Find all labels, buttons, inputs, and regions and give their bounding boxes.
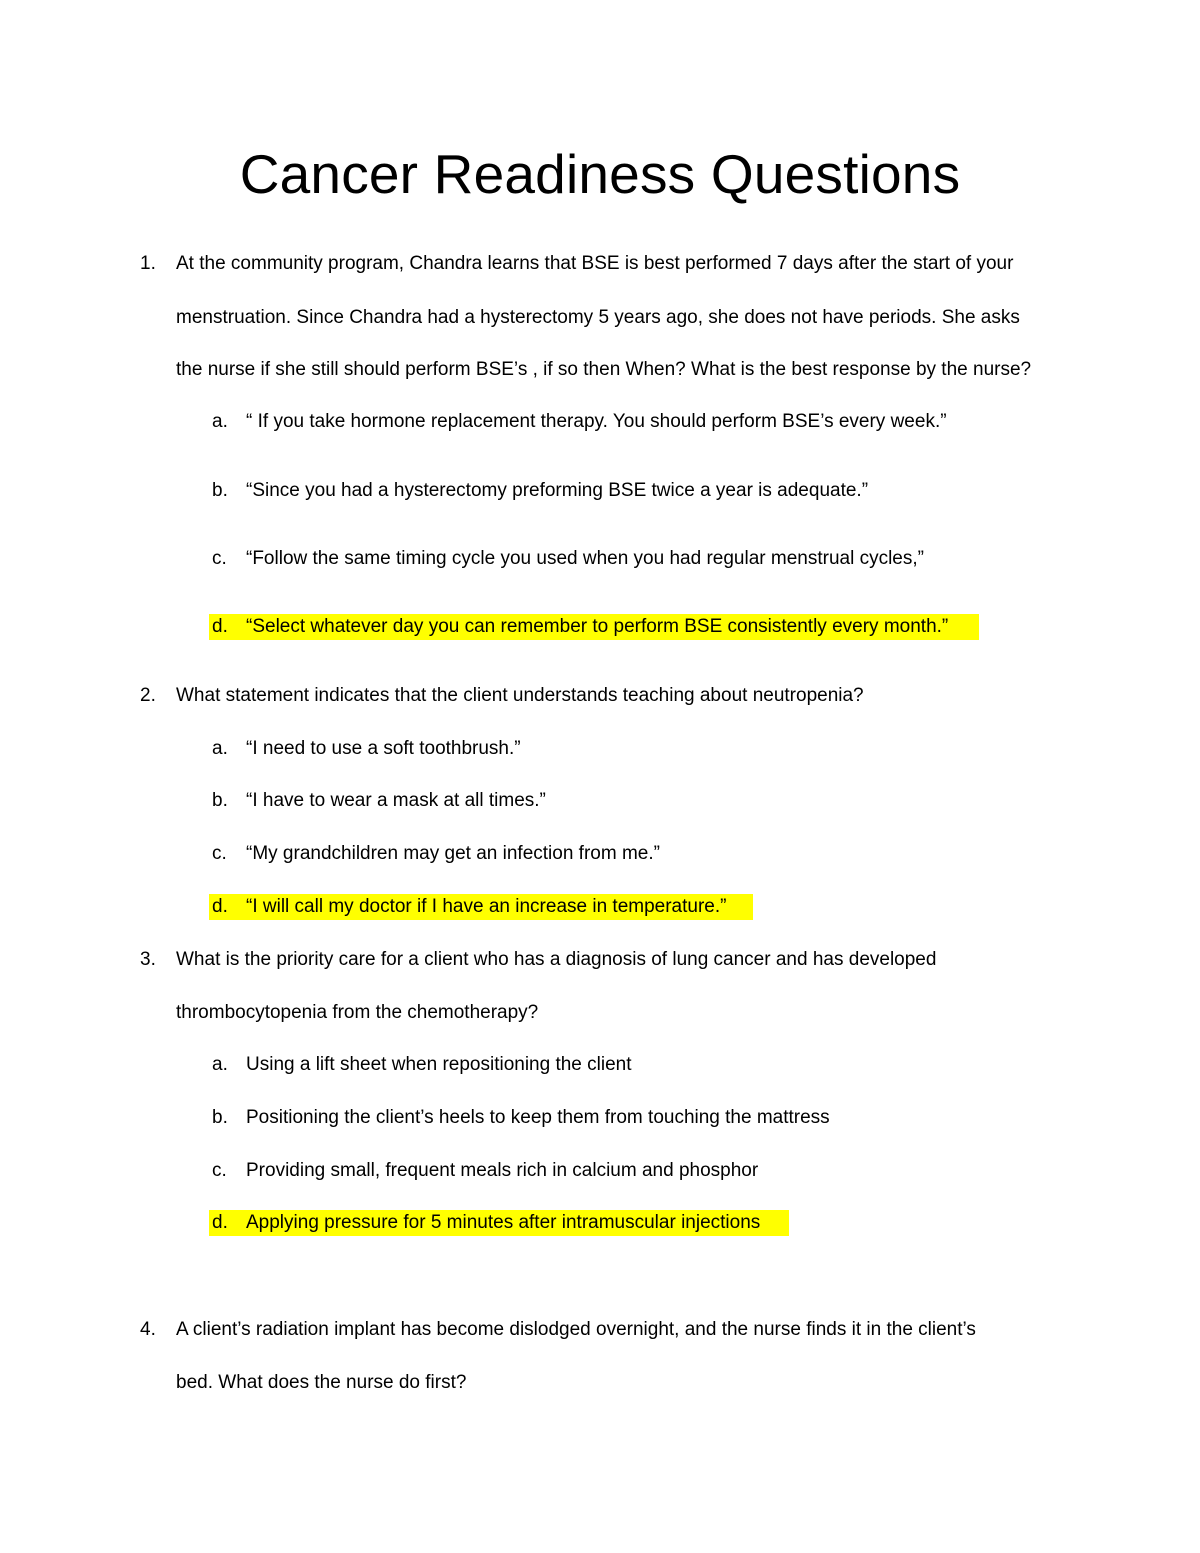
question-number: 4. [140,1319,156,1340]
option-letter: d. [212,1212,228,1233]
question-text-line: At the community program, Chandra learns that BSE is best performed 7 days after the start of your [176,253,1014,274]
question-text-line: bed. What does the nurse do first? [176,1372,467,1393]
option-text: “Select whatever day you can remember to perform BSE consistently every month.” [246,616,949,637]
question-text-line: thrombocytopenia from the chemotherapy? [176,1002,539,1023]
option-letter: c. [212,548,227,569]
page-title: Cancer Readiness Questions [239,143,961,205]
option-letter: d. [212,616,228,637]
question-number: 2. [140,685,156,706]
question-text-line: the nurse if she still should perform BSE’s , if so then When? What is the best response by the nurse? [176,359,1032,380]
option-text: Using a lift sheet when repositioning the client [246,1054,632,1075]
option-letter: b. [212,790,228,811]
question-text-line: A client’s radiation implant has become dislodged overnight, and the nurse finds it in the client’s [176,1319,976,1340]
question-text-line: What is the priority care for a client who has a diagnosis of lung cancer and has developed [176,949,937,970]
option-text: “Since you had a hysterectomy preforming BSE twice a year is adequate.” [246,480,869,501]
option-text: “I will call my doctor if I have an increase in temperature.” [246,896,727,917]
option-letter: b. [212,480,228,501]
option-text: “I have to wear a mask at all times.” [246,790,546,811]
option-text: “Follow the same timing cycle you used when you had regular menstrual cycles,” [246,548,924,569]
option-text: Providing small, frequent meals rich in calcium and phosphor [246,1160,759,1181]
option-text: “I need to use a soft toothbrush.” [246,738,521,759]
option-letter: c. [212,843,227,864]
option-text: “My grandchildren may get an infection from me.” [246,843,660,864]
question-text-line: What statement indicates that the client understands teaching about neutropenia? [176,685,864,706]
option-letter: a. [212,1054,228,1075]
option-text: Applying pressure for 5 minutes after intramuscular injections [246,1212,761,1233]
option-letter: d. [212,896,228,917]
option-letter: b. [212,1107,228,1128]
question-number: 1. [140,253,156,274]
option-letter: a. [212,411,228,432]
question-text-line: menstruation. Since Chandra had a hysterectomy 5 years ago, she does not have periods. She asks [176,307,1020,328]
option-text: “ If you take hormone replacement therapy. You should perform BSE’s every week.” [246,411,947,432]
option-text: Positioning the client’s heels to keep them from touching the mattress [246,1107,830,1128]
option-letter: c. [212,1160,227,1181]
question-number: 3. [140,949,156,970]
option-letter: a. [212,738,228,759]
